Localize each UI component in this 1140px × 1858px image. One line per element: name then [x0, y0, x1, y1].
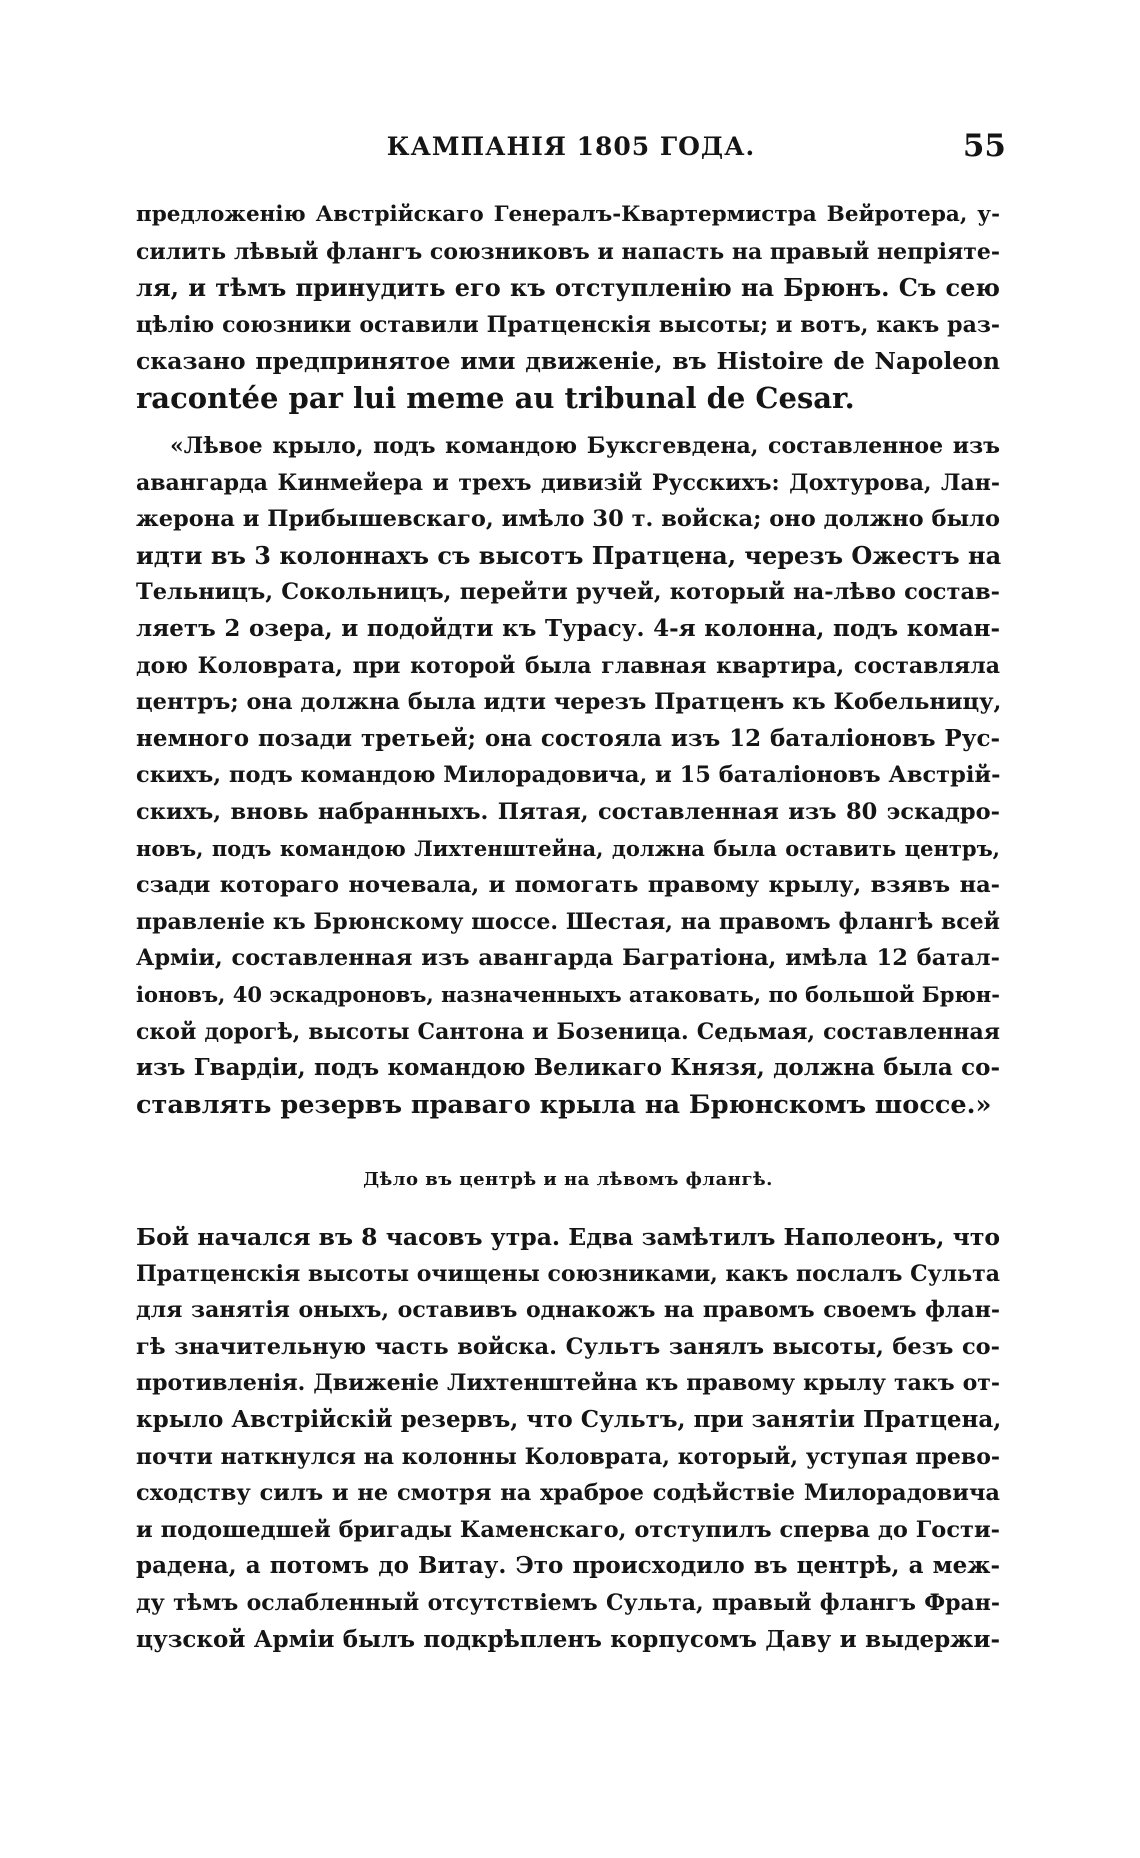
text-line: іоновъ, 40 эскадроновъ, назначенныхъ атаковать, по большой Брюн- [136, 981, 1000, 1007]
section-paragraph [136, 1219, 1000, 1658]
text-line: ляетъ 2 озера, и подойдти къ Турасу. 4-я колонна, подъ коман- [136, 614, 1000, 642]
text-line: сзади котораго ночевала, и помогать правому крылу, взявъ на- [136, 872, 1000, 899]
text-line: немного позади третьей; она состояла изъ 12 баталіоновъ Рус- [136, 724, 1000, 752]
text-line: радена, а потомъ до Витау. Это происходило въ центрѣ, а меж- [136, 1552, 1000, 1580]
text-line: изъ Гвардіи, подъ командою Великаго Князя, должна была со- [136, 1054, 1000, 1082]
text-line: гѣ значительную часть войска. Сультъ занялъ высоты, безъ со- [136, 1333, 1000, 1360]
text-line: скихъ, вновь набранныхъ. Пятая, составленная изъ 80 эскадро- [136, 798, 1000, 825]
text-line: идти въ 3 колоннахъ съ высотъ Пратцена, черезъ Ожестъ на [136, 540, 1002, 570]
text-line: крыло Австрійскій резервъ, что Сультъ, при занятіи Пратцена, [136, 1405, 1002, 1433]
text-line: цузской Арміи былъ подкрѣпленъ корпусомъ Даву и выдержи- [136, 1625, 1000, 1653]
running-title: КАМПАНІЯ 1805 ГОДА. [386, 132, 756, 161]
text-line: новъ, подъ командою Лихтенштейна, должна была оставить центръ, [136, 835, 1000, 861]
text-line: центръ; она должна была идти черезъ Пратценъ къ Кобельницу, [136, 689, 1002, 716]
text-line: авангарда Кинмейера и трехъ дивизій Русскихъ: Дохтурова, Лан- [136, 469, 1000, 496]
text-line: racontée par lui meme au tribunal de Cesar. [136, 380, 855, 415]
text-line: Арміи, составленная изъ авангарда Багратіона, имѣла 12 батал- [136, 945, 1000, 972]
text-line: ля, и тѣмъ принудить его къ отступленію на Брюнъ. Съ сею [136, 273, 1000, 303]
text-line: силить лѣвый флангъ союзниковъ и напасть на правый непріяте- [136, 238, 1000, 265]
text-line: жерона и Прибышевскаго, имѣло 30 т. войска; оно должно было [136, 506, 1000, 533]
text-line: почти наткнулся на колонны Коловрата, который, уступая прево- [136, 1443, 1000, 1470]
running-head [136, 128, 1006, 172]
text-line: цѣлію союзники оставили Пратценскія высоты; и вотъ, какъ раз- [136, 311, 1000, 338]
page-number: 55 [962, 128, 1006, 164]
text-line: «Лѣвое крыло, подъ командою Буксгевдена, составленное изъ [170, 433, 1000, 459]
text-line: ду тѣмъ ослабленный отсутствіемъ Сульта, правый флангъ Фран- [136, 1589, 1000, 1616]
text-line: Бой начался въ 8 часовъ утра. Едва замѣтилъ Наполеонъ, что [136, 1223, 1001, 1251]
text-line: противленія. Движеніе Лихтенштейна къ правому крылу такъ от- [136, 1370, 1000, 1397]
quoted-paragraph [136, 428, 1000, 1123]
text-line: дою Коловрата, при которой была главная квартира, составляла [136, 652, 1000, 679]
text-line: предложенію Австрійскаго Генералъ-Квартермистра Вейротера, у- [136, 202, 1000, 227]
text-line: Пратценскія высоты очищены союзниками, какъ послалъ Сульта [136, 1260, 1000, 1287]
text-line: правленіе къ Брюнскому шоссе. Шестая, на правомъ флангѣ всей [136, 908, 1000, 935]
text-line: сходству силъ и не смотря на храброе содѣйствіе Милорадовича [136, 1480, 1000, 1507]
text-line: ставлять резервъ праваго крыла на Брюнскомъ шоссе.» [136, 1089, 992, 1120]
text-line: и подошедшей бригады Каменскаго, отступилъ сперва до Гости- [136, 1516, 1000, 1543]
text-line: сказано предпринятое ими движеніе, въ Histoire de Napoleon [136, 347, 1000, 376]
section-heading: Дѣло въ центрѣ и на лѣвомъ флангѣ. [363, 1169, 773, 1190]
text-line: ской дорогѣ, высоты Сантона и Бозеница. Седьмая, составленная [136, 1018, 1000, 1045]
text-line: Тельницъ, Сокольницъ, перейти ручей, который на-лѣво состав- [136, 579, 1000, 606]
paragraph-continuation [136, 197, 1000, 417]
text-line: для занятія оныхъ, оставивъ однакожъ на правомъ своемъ флан- [136, 1297, 1000, 1324]
text-line: скихъ, подъ командою Милорадовича, и 15 баталіоновъ Австрій- [136, 762, 1001, 789]
